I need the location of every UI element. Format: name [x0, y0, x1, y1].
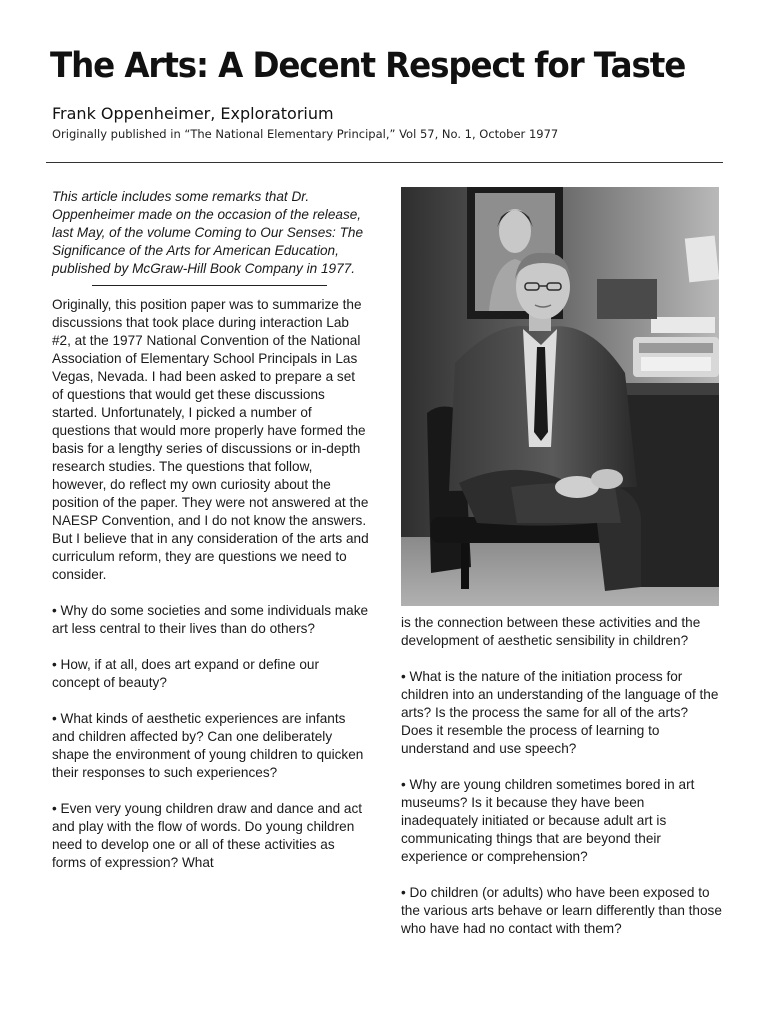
- question-paragraph: • What is the nature of the initiation process for children into an understanding of the language of the arts? Is the process the same for all of the arts? Does it resemble the process of learning to understand and use speech?: [401, 669, 719, 756]
- question-paragraph: • Do children (or adults) who have been exposed to the various arts behave or learn differently than those who have had no contact with them?: [401, 885, 722, 936]
- article-title: The Arts: A Decent Respect for Taste: [50, 46, 686, 86]
- question-paragraph: • Why are young children sometimes bored in art museums? Is it because they have been inadequately initiated or because adult art is communicating things that are beyond their experience or comprehension?: [401, 777, 695, 864]
- intro-divider: [92, 285, 327, 286]
- question-paragraph: is the connection between these activities and the development of aesthetic sensibility in children?: [401, 615, 701, 648]
- question-paragraph: • How, if at all, does art expand or define our concept of beauty?: [52, 657, 319, 690]
- header-divider: [46, 162, 723, 163]
- left-column: [52, 188, 370, 890]
- lead-paragraph: Originally, this position paper was to summarize the discussions that took place during interaction Lab #2, at the 1977 National Convention of the National Association of Elementary School Principals in Las Vegas, Nevada. I had been asked to prepare a set of questions that would get these discussions started. Unfortunately, I picked a number of questions that would more properly have formed the basis for a lengthy series of discussions or in-depth research studies. The questions that follow, however, do reflect my own curiosity about the position of the paper. They were not answered at the NAESP Convention, and I do not know the answers. But I believe that in any consideration of the arts and curriculum reform, they are questions we need to consider.: [52, 297, 369, 582]
- question-paragraph: • What kinds of aesthetic experiences are infants and children affected by? Can one deliberately shape the environment of young children to quicken their responses to such experiences?: [52, 711, 364, 780]
- author-photograph: [401, 187, 719, 606]
- question-paragraph: • Even very young children draw and dance and act and play with the flow of words. Do young children need to develop one or all of these activities as forms of expression? What: [52, 801, 363, 870]
- right-column: [401, 614, 723, 956]
- author-line: Frank Oppenheimer, Exploratorium: [52, 104, 334, 123]
- intro-note: This article includes some remarks that Dr. Oppenheimer made on the occasion of the release, last May, of the volume Coming to Our Senses: The Significance of the Arts for American Education, published by McGraw-Hill Book Company in 1977.: [52, 189, 364, 276]
- publication-source: Originally published in “The National Elementary Principal,” Vol 57, No. 1, October 1977: [52, 127, 559, 141]
- question-paragraph: • Why do some societies and some individuals make art less central to their lives than do others?: [52, 603, 369, 636]
